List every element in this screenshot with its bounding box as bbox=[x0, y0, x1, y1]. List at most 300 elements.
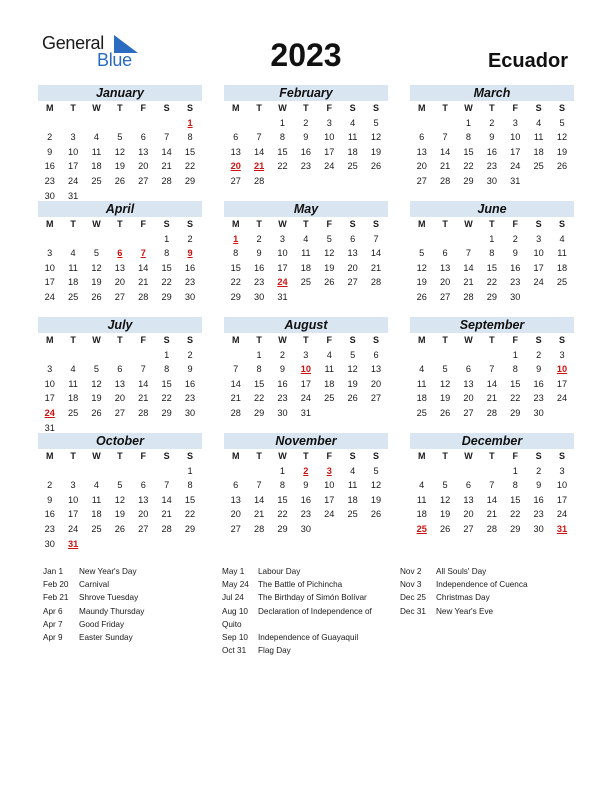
day: 11 bbox=[557, 248, 567, 259]
day: 14 bbox=[463, 262, 474, 273]
day: 12 bbox=[439, 494, 451, 505]
day: 18 bbox=[533, 146, 544, 157]
day: 14 bbox=[138, 378, 149, 389]
day: 21 bbox=[138, 393, 149, 404]
day: 26 bbox=[91, 407, 102, 418]
weekday-label: S bbox=[349, 103, 356, 113]
day: 19 bbox=[114, 509, 125, 520]
day: 19 bbox=[556, 146, 568, 157]
day: 29 bbox=[277, 523, 288, 534]
holiday-name: Independence of Cuenca bbox=[436, 580, 528, 590]
day: 20 bbox=[439, 277, 451, 288]
day: 15 bbox=[253, 378, 265, 389]
day: 11 bbox=[416, 378, 427, 389]
holiday-day: 2 bbox=[303, 465, 309, 476]
day: 12 bbox=[439, 378, 451, 389]
day: 31 bbox=[67, 190, 79, 201]
month-january bbox=[38, 85, 202, 203]
day: 2 bbox=[536, 465, 542, 476]
empty-cell bbox=[108, 232, 131, 247]
day: 14 bbox=[439, 146, 451, 157]
day: 25 bbox=[67, 291, 79, 302]
month-february bbox=[224, 85, 388, 189]
day: 30 bbox=[184, 291, 196, 302]
empty-cell bbox=[224, 348, 247, 363]
day: 4 bbox=[419, 364, 425, 375]
day: 20 bbox=[370, 378, 382, 389]
day: 25 bbox=[300, 277, 311, 288]
weekday-label: S bbox=[373, 219, 380, 229]
day: 30 bbox=[510, 291, 521, 302]
day: 27 bbox=[114, 291, 125, 302]
empty-cell bbox=[85, 232, 108, 247]
holiday-date: Oct 31 bbox=[222, 646, 247, 656]
day: 26 bbox=[91, 291, 102, 302]
day: 9 bbox=[256, 248, 262, 259]
day: 24 bbox=[510, 161, 521, 172]
day: 16 bbox=[184, 262, 196, 273]
day: 8 bbox=[489, 248, 495, 259]
day: 16 bbox=[510, 262, 521, 273]
day: 27 bbox=[230, 175, 241, 186]
day: 1 bbox=[187, 465, 193, 476]
day: 16 bbox=[533, 494, 544, 505]
day: 18 bbox=[347, 494, 358, 505]
day: 8 bbox=[279, 480, 286, 491]
day: 28 bbox=[138, 407, 149, 418]
weekday-label: W bbox=[92, 451, 101, 461]
day: 7 bbox=[164, 480, 170, 491]
day: 2 bbox=[489, 117, 495, 128]
day: 6 bbox=[140, 132, 146, 143]
day: 11 bbox=[347, 480, 358, 491]
weekday-label: T bbox=[489, 219, 495, 229]
day: 18 bbox=[416, 509, 427, 520]
day: 28 bbox=[486, 407, 497, 418]
day: 14 bbox=[161, 494, 172, 505]
weekday-label: T bbox=[442, 451, 448, 461]
holiday-day: 21 bbox=[253, 161, 265, 172]
day: 18 bbox=[91, 161, 102, 172]
holiday-date: Apr 9 bbox=[43, 632, 63, 642]
day: 29 bbox=[486, 291, 497, 302]
empty-cell bbox=[85, 348, 108, 363]
day: 17 bbox=[44, 393, 55, 404]
day: 4 bbox=[303, 233, 309, 244]
day: 28 bbox=[463, 291, 474, 302]
holiday-name: Easter Sunday bbox=[79, 632, 133, 642]
weekday-label: S bbox=[559, 219, 566, 229]
empty-cell bbox=[410, 232, 433, 247]
weekday-label: S bbox=[349, 335, 356, 345]
empty-cell bbox=[108, 464, 131, 479]
day-grid bbox=[38, 217, 202, 305]
day: 6 bbox=[140, 480, 146, 491]
month-june bbox=[410, 201, 574, 305]
day: 24 bbox=[324, 509, 335, 520]
weekday-label: T bbox=[256, 335, 262, 345]
day: 9 bbox=[489, 132, 495, 143]
day: 8 bbox=[279, 132, 286, 143]
weekday-label: T bbox=[70, 335, 76, 345]
holiday-date: Nov 3 bbox=[400, 580, 422, 590]
weekday-label: M bbox=[231, 451, 240, 461]
holiday-day: 9 bbox=[187, 248, 193, 259]
empty-cell bbox=[108, 348, 131, 363]
day: 15 bbox=[161, 378, 172, 389]
day: 1 bbox=[512, 349, 518, 360]
day: 19 bbox=[439, 393, 451, 404]
day: 9 bbox=[536, 480, 542, 491]
day: 26 bbox=[556, 161, 568, 172]
weekday-label: F bbox=[326, 335, 332, 345]
day: 10 bbox=[556, 480, 568, 491]
empty-cell bbox=[457, 232, 480, 247]
day-grid bbox=[38, 333, 202, 435]
day: 23 bbox=[277, 393, 288, 404]
day: 24 bbox=[67, 175, 79, 186]
day: 18 bbox=[300, 262, 311, 273]
day: 8 bbox=[512, 480, 518, 491]
day: 21 bbox=[230, 393, 241, 404]
weekday-label: T bbox=[442, 335, 448, 345]
month-name: September bbox=[410, 317, 574, 333]
day: 28 bbox=[138, 291, 149, 302]
holiday-day: 31 bbox=[556, 523, 568, 534]
holiday-day: 10 bbox=[300, 364, 311, 375]
day: 26 bbox=[324, 277, 335, 288]
empty-cell bbox=[61, 348, 84, 363]
day: 25 bbox=[67, 407, 79, 418]
weekday-label: M bbox=[417, 451, 426, 461]
day: 20 bbox=[114, 393, 125, 404]
weekday-label: S bbox=[373, 103, 380, 113]
weekday-label: M bbox=[45, 451, 54, 461]
day: 28 bbox=[230, 407, 241, 418]
day: 13 bbox=[114, 378, 125, 389]
day-grid bbox=[410, 101, 574, 189]
day: 2 bbox=[536, 349, 542, 360]
holiday-day: 24 bbox=[277, 277, 288, 288]
day: 6 bbox=[442, 248, 448, 259]
day: 28 bbox=[161, 523, 172, 534]
day: 12 bbox=[416, 262, 427, 273]
day: 5 bbox=[373, 465, 379, 476]
holiday-name: Christmas Day bbox=[436, 593, 490, 603]
empty-cell bbox=[480, 464, 503, 479]
day: 22 bbox=[510, 509, 521, 520]
day: 5 bbox=[93, 364, 100, 375]
day: 2 bbox=[47, 132, 53, 143]
day: 24 bbox=[44, 291, 55, 302]
day: 15 bbox=[463, 146, 474, 157]
holiday-name: The Birthday of Simón Bolívar bbox=[258, 593, 367, 603]
empty-cell bbox=[457, 348, 480, 363]
weekday-label: S bbox=[163, 451, 170, 461]
weekday-label: M bbox=[45, 103, 54, 113]
day: 19 bbox=[416, 277, 427, 288]
month-july bbox=[38, 317, 202, 435]
holiday-day: 1 bbox=[187, 117, 193, 128]
day: 9 bbox=[47, 146, 53, 157]
weekday-label: M bbox=[231, 219, 240, 229]
day-grid bbox=[224, 217, 388, 305]
day: 31 bbox=[510, 175, 521, 186]
holiday-name: The Battle of Pichincha bbox=[258, 580, 343, 590]
day: 25 bbox=[91, 523, 102, 534]
day: 23 bbox=[486, 161, 497, 172]
day: 25 bbox=[347, 509, 358, 520]
day: 11 bbox=[68, 378, 78, 389]
holiday-date: Nov 2 bbox=[400, 567, 422, 576]
day: 22 bbox=[253, 393, 265, 404]
day: 14 bbox=[253, 146, 265, 157]
holiday-day: 25 bbox=[416, 523, 427, 534]
day-grid bbox=[224, 101, 388, 189]
holiday-date: Apr 7 bbox=[43, 619, 63, 629]
day: 18 bbox=[67, 393, 79, 404]
day: 6 bbox=[233, 132, 239, 143]
weekday-label: T bbox=[117, 451, 123, 461]
day: 11 bbox=[91, 146, 102, 157]
day: 31 bbox=[44, 422, 55, 433]
day: 23 bbox=[300, 161, 311, 172]
holiday-name-continuation: Quito bbox=[222, 619, 242, 629]
day: 29 bbox=[463, 175, 474, 186]
day: 13 bbox=[439, 262, 451, 273]
day: 9 bbox=[512, 248, 518, 259]
day: 24 bbox=[556, 393, 568, 404]
day: 3 bbox=[70, 132, 76, 143]
empty-cell bbox=[85, 116, 108, 131]
day: 25 bbox=[324, 393, 335, 404]
month-name: June bbox=[410, 201, 574, 217]
day: 11 bbox=[301, 248, 311, 259]
holiday-day: 7 bbox=[140, 248, 146, 259]
day: 8 bbox=[256, 364, 262, 375]
month-name: October bbox=[38, 433, 202, 449]
day: 30 bbox=[533, 407, 544, 418]
day-grid bbox=[410, 333, 574, 421]
day: 23 bbox=[184, 277, 196, 288]
holiday-date: Jan 1 bbox=[43, 567, 64, 576]
day: 28 bbox=[161, 175, 172, 186]
weekday-label: W bbox=[92, 219, 101, 229]
weekday-label: T bbox=[256, 451, 262, 461]
weekday-label: S bbox=[559, 451, 566, 461]
empty-cell bbox=[61, 116, 84, 131]
day: 3 bbox=[279, 233, 286, 244]
holiday-date: Sep 10 bbox=[222, 632, 248, 642]
weekday-label: F bbox=[140, 103, 146, 113]
day: 12 bbox=[347, 364, 358, 375]
day: 27 bbox=[138, 523, 149, 534]
day: 1 bbox=[164, 349, 170, 360]
day: 24 bbox=[533, 277, 544, 288]
day: 15 bbox=[277, 146, 288, 157]
empty-cell bbox=[132, 348, 155, 363]
day: 4 bbox=[350, 117, 356, 128]
month-october bbox=[38, 433, 202, 551]
weekday-label: F bbox=[326, 451, 332, 461]
day: 28 bbox=[370, 277, 382, 288]
day: 4 bbox=[536, 117, 542, 128]
empty-cell bbox=[410, 348, 433, 363]
day: 20 bbox=[463, 393, 474, 404]
weekday-label: T bbox=[256, 103, 262, 113]
month-name: March bbox=[410, 85, 574, 101]
weekday-label: T bbox=[117, 103, 123, 113]
day: 29 bbox=[184, 175, 196, 186]
day: 20 bbox=[416, 161, 427, 172]
day: 11 bbox=[68, 262, 78, 273]
day: 19 bbox=[370, 494, 382, 505]
empty-cell bbox=[38, 232, 61, 247]
day: 20 bbox=[230, 509, 241, 520]
holiday-date: Jul 24 bbox=[222, 593, 244, 603]
day: 11 bbox=[347, 132, 358, 143]
weekday-label: T bbox=[117, 335, 123, 345]
day: 23 bbox=[300, 509, 311, 520]
day: 12 bbox=[114, 146, 125, 157]
day: 9 bbox=[279, 364, 286, 375]
day: 8 bbox=[233, 248, 239, 259]
day: 1 bbox=[279, 465, 286, 476]
weekday-label: W bbox=[92, 335, 101, 345]
empty-cell bbox=[155, 116, 178, 131]
day: 7 bbox=[140, 364, 146, 375]
weekday-label: S bbox=[373, 335, 380, 345]
weekday-label: S bbox=[163, 335, 170, 345]
day: 7 bbox=[164, 132, 170, 143]
empty-cell bbox=[433, 232, 456, 247]
day: 7 bbox=[256, 132, 262, 143]
month-name: February bbox=[224, 85, 388, 101]
day-grid bbox=[38, 101, 202, 203]
country-name: Ecuador bbox=[487, 50, 568, 72]
empty-cell bbox=[132, 464, 155, 479]
holiday-date: May 1 bbox=[222, 567, 245, 576]
day: 6 bbox=[465, 480, 472, 491]
weekday-label: T bbox=[489, 451, 495, 461]
weekday-label: S bbox=[349, 219, 356, 229]
holiday-name: All Souls' Day bbox=[436, 567, 487, 576]
day: 25 bbox=[416, 407, 427, 418]
day-grid bbox=[224, 449, 388, 537]
day: 28 bbox=[439, 175, 451, 186]
day: 14 bbox=[230, 378, 241, 389]
day: 8 bbox=[512, 364, 518, 375]
day: 10 bbox=[67, 146, 79, 157]
day: 10 bbox=[324, 132, 335, 143]
day: 9 bbox=[303, 132, 309, 143]
holiday-name: Shrove Tuesday bbox=[79, 593, 139, 603]
weekday-label: F bbox=[512, 335, 518, 345]
weekday-label: W bbox=[278, 335, 287, 345]
day: 2 bbox=[303, 117, 309, 128]
holiday-date: Dec 31 bbox=[400, 606, 426, 616]
empty-cell bbox=[224, 464, 247, 479]
day: 30 bbox=[277, 407, 288, 418]
day: 12 bbox=[556, 132, 568, 143]
month-march bbox=[410, 85, 574, 189]
day: 16 bbox=[44, 509, 55, 520]
day: 27 bbox=[416, 175, 427, 186]
day: 12 bbox=[91, 262, 102, 273]
weekday-label: W bbox=[278, 219, 287, 229]
day: 18 bbox=[91, 509, 102, 520]
day: 26 bbox=[347, 393, 358, 404]
day: 1 bbox=[465, 117, 472, 128]
empty-cell bbox=[224, 116, 247, 131]
day: 28 bbox=[253, 175, 265, 186]
day: 8 bbox=[187, 480, 193, 491]
day: 22 bbox=[277, 509, 288, 520]
day: 21 bbox=[463, 277, 474, 288]
day: 17 bbox=[533, 262, 544, 273]
day: 7 bbox=[442, 132, 448, 143]
day: 17 bbox=[44, 277, 55, 288]
weekday-label: T bbox=[442, 103, 448, 113]
empty-cell bbox=[410, 116, 433, 131]
empty-cell bbox=[108, 116, 131, 131]
empty-cell bbox=[132, 116, 155, 131]
day: 15 bbox=[510, 494, 521, 505]
day: 29 bbox=[510, 523, 521, 534]
weekday-label: F bbox=[512, 451, 518, 461]
day: 3 bbox=[47, 364, 53, 375]
day: 9 bbox=[47, 494, 53, 505]
day: 17 bbox=[277, 262, 288, 273]
day: 3 bbox=[326, 117, 332, 128]
day: 4 bbox=[326, 349, 332, 360]
day: 26 bbox=[114, 523, 125, 534]
empty-cell bbox=[38, 116, 61, 131]
day: 3 bbox=[70, 480, 76, 491]
day: 27 bbox=[138, 175, 149, 186]
weekday-label: T bbox=[442, 219, 448, 229]
day: 11 bbox=[324, 364, 335, 375]
weekday-label: W bbox=[464, 335, 473, 345]
day: 5 bbox=[326, 233, 332, 244]
day: 4 bbox=[70, 364, 76, 375]
day: 9 bbox=[536, 364, 542, 375]
day: 5 bbox=[419, 248, 425, 259]
day: 21 bbox=[370, 262, 382, 273]
day: 7 bbox=[256, 480, 262, 491]
day: 3 bbox=[536, 233, 542, 244]
empty-cell bbox=[132, 232, 155, 247]
day: 17 bbox=[67, 161, 79, 172]
day: 24 bbox=[67, 523, 79, 534]
weekday-label: T bbox=[303, 335, 309, 345]
empty-cell bbox=[247, 116, 270, 131]
weekday-label: F bbox=[326, 219, 332, 229]
weekday-label: W bbox=[464, 451, 473, 461]
weekday-label: M bbox=[417, 335, 426, 345]
day: 10 bbox=[533, 248, 544, 259]
day: 27 bbox=[439, 291, 451, 302]
day: 15 bbox=[510, 378, 521, 389]
day: 14 bbox=[370, 248, 382, 259]
weekday-label: F bbox=[512, 103, 518, 113]
weekday-label: W bbox=[464, 103, 473, 113]
day: 4 bbox=[559, 233, 565, 244]
day: 23 bbox=[510, 277, 521, 288]
day: 18 bbox=[67, 277, 79, 288]
day-grid bbox=[410, 217, 574, 305]
day: 10 bbox=[510, 132, 521, 143]
